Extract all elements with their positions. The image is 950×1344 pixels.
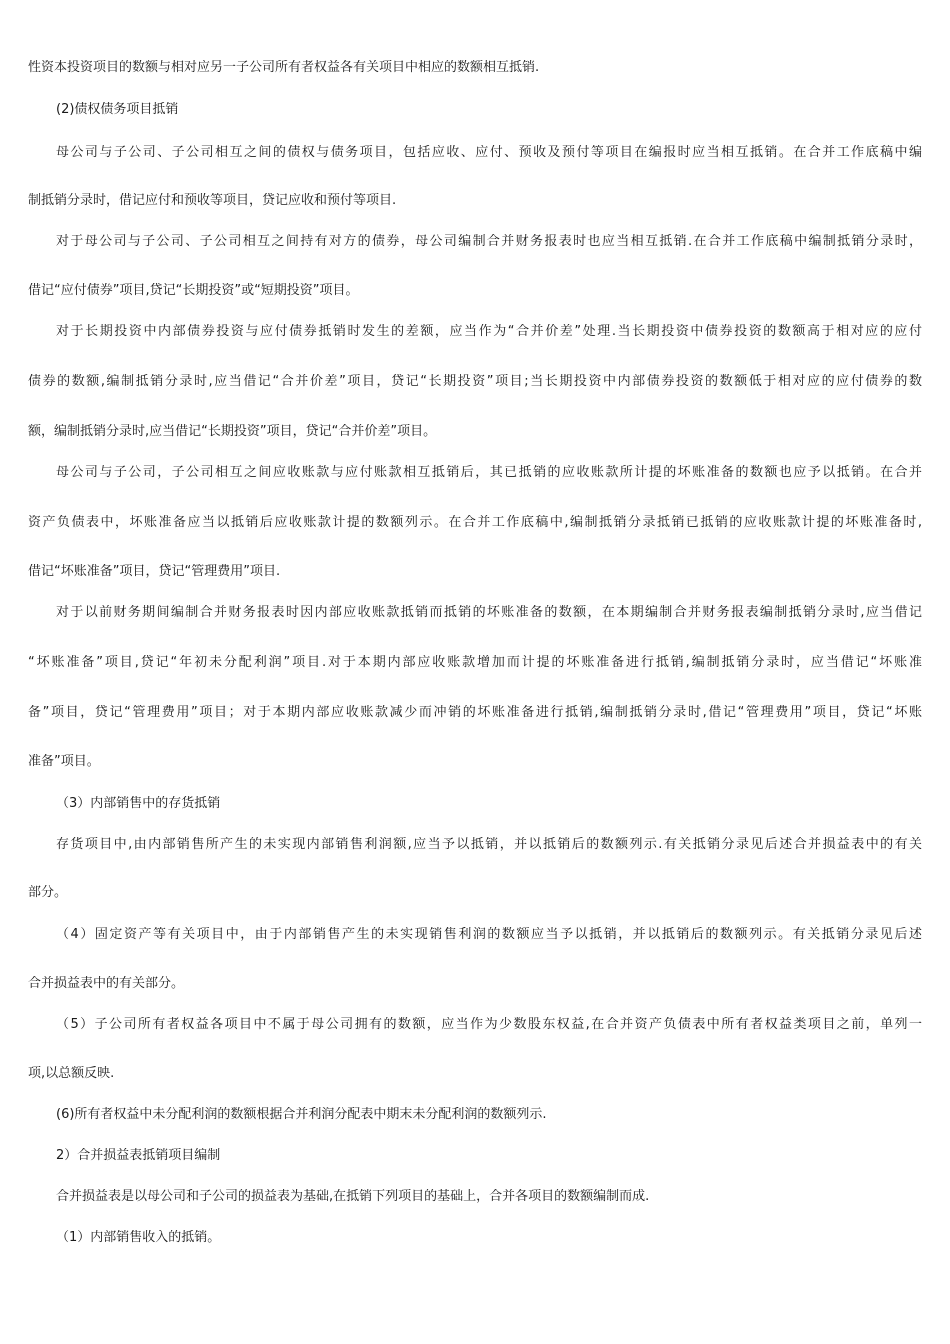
- paragraph-line: 资产负债表中，坏账准备应当以抵销后应收账款计提的数额列示。在合并工作底稿中,编制抵销分录抵销已抵销的应收账款计提的坏账准备时,: [28, 515, 922, 530]
- section-heading: （3）内部销售中的存货抵销: [56, 796, 221, 811]
- paragraph-line: 母公司与子公司，子公司相互之间应收账款与应付账款相互抵销后，其已抵销的应收账款所计提的坏账准备的数额也应予以抵销。在合并: [56, 465, 922, 480]
- section-heading: 2）合并损益表抵销项目编制: [56, 1148, 221, 1163]
- paragraph-line: 性资本投资项目的数额与相对应另一子公司所有者权益各有关项目中相应的数额相互抵销.: [28, 60, 540, 75]
- paragraph-line: “坏账准备”项目,贷记“年初未分配利润”项目.对于本期内部应收账款增加而计提的坏账准备进行抵销,编制抵销分录时，应当借记“坏账准: [28, 655, 922, 670]
- paragraph-line: 对于以前财务期间编制合并财务报表时因内部应收账款抵销而抵销的坏账准备的数额，在本期编制合并财务报表编制抵销分录时,应当借记: [56, 605, 922, 620]
- paragraph-line: 合并损益表中的有关部分。: [28, 976, 185, 991]
- paragraph-line: 存货项目中,由内部销售所产生的未实现内部销售利润额,应当予以抵销，并以抵销后的数额列示.有关抵销分录见后述合并损益表中的有关: [56, 837, 922, 852]
- paragraph-line: (6)所有者权益中未分配利润的数额根据合并利润分配表中期末未分配利润的数额列示.: [56, 1107, 547, 1122]
- paragraph-line: 备”项目，贷记“管理费用”项目；对于本期内部应收账款减少而冲销的坏账准备进行抵销,编制抵销分录时,借记“管理费用”项目，贷记“坏账: [28, 705, 922, 720]
- paragraph-line: 项,以总额反映.: [28, 1066, 115, 1081]
- paragraph-line: 合并损益表是以母公司和子公司的损益表为基础,在抵销下列项目的基础上，合并各项目的数额编制而成.: [56, 1189, 650, 1204]
- paragraph-line: 借记“应付债券”项目,贷记“长期投资”或“短期投资”项目。: [28, 283, 359, 298]
- paragraph-line: （4）固定资产等有关项目中，由于内部销售产生的未实现销售利润的数额应当予以抵销，并以抵销后的数额列示。有关抵销分录见后述: [56, 927, 922, 942]
- section-heading: （1）内部销售收入的抵销。: [56, 1230, 221, 1245]
- section-heading: (2)债权债务项目抵销: [56, 102, 179, 117]
- paragraph-line: 部分。: [28, 885, 68, 900]
- paragraph-line: 对于长期投资中内部债券投资与应付债券抵销时发生的差额，应当作为“合并价差”处理.当长期投资中债券投资的数额高于相对应的应付: [56, 324, 922, 339]
- paragraph-line: （5）子公司所有者权益各项目中不属于母公司拥有的数额，应当作为少数股东权益,在合并资产负债表中所有者权益类项目之前，单列一: [56, 1017, 922, 1032]
- paragraph-line: 额，编制抵销分录时,应当借记“长期投资”项目，贷记“合并价差”项目。: [28, 424, 437, 439]
- paragraph-line: 制抵销分录时，借记应付和预收等项目，贷记应收和预付等项目.: [28, 193, 397, 208]
- paragraph-line: 借记“坏账准备”项目，贷记“管理费用”项目.: [28, 564, 281, 579]
- paragraph-line: 准备”项目。: [28, 754, 100, 769]
- paragraph-line: 对于母公司与子公司、子公司相互之间持有对方的债券，母公司编制合并财务报表时也应当相互抵销.在合并工作底稿中编制抵销分录时，: [56, 234, 922, 249]
- paragraph-line: 母公司与子公司、子公司相互之间的债权与债务项目，包括应收、应付、预收及预付等项目在编报时应当相互抵销。在合并工作底稿中编: [56, 145, 922, 160]
- paragraph-line: 债券的数额,编制抵销分录时,应当借记“合并价差”项目，贷记“长期投资”项目;当长期投资中内部债券投资的数额低于相对应的应付债券的数: [28, 374, 922, 389]
